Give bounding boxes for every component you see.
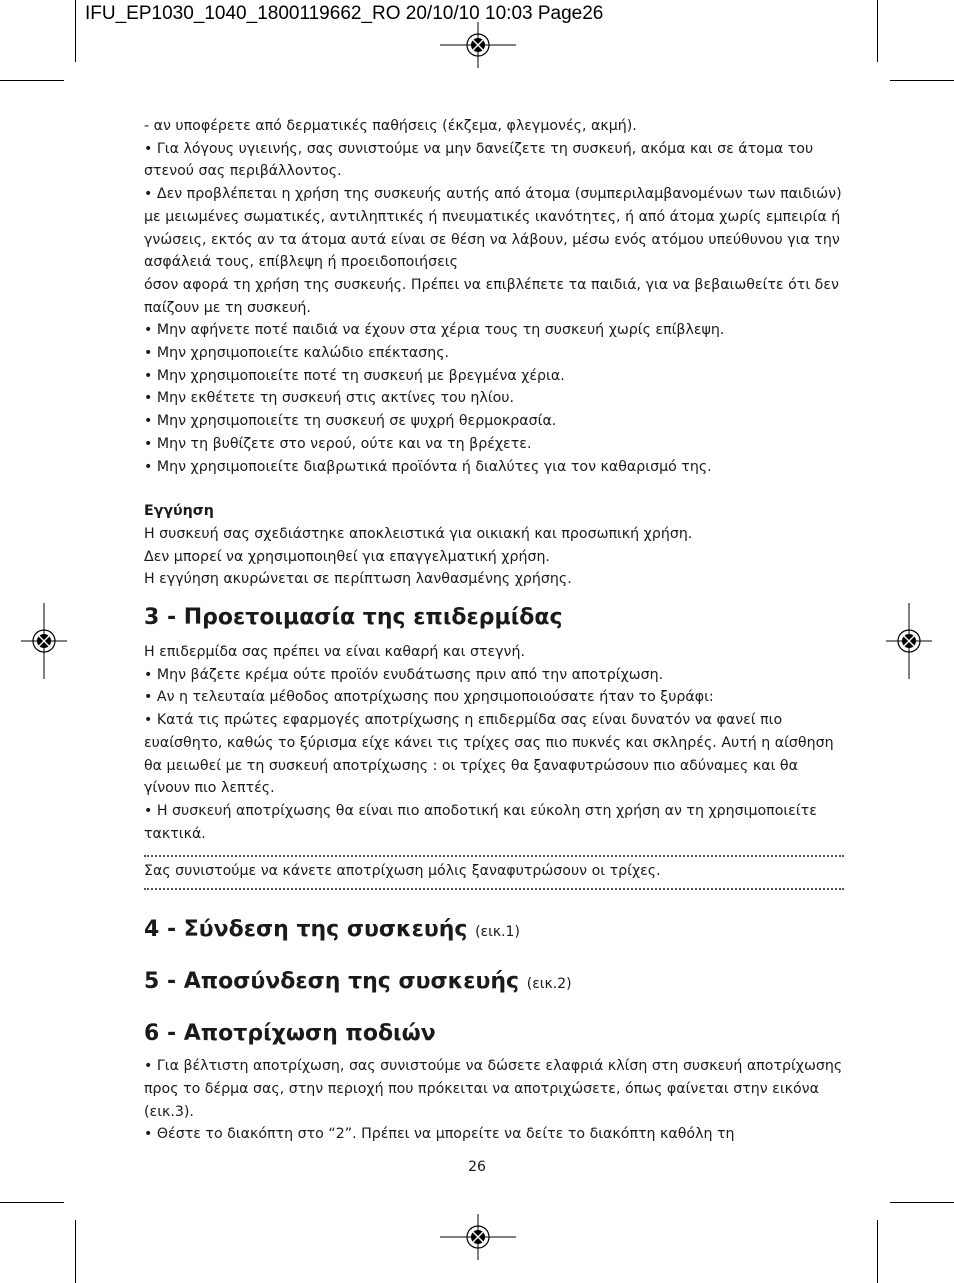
section-3-paragraph: • Αν η τελευταία μέθοδος αποτρίχωσης που χρησιμοποιούσατε ήταν το ξυράφι:	[144, 689, 714, 706]
tip-note-text: Σας συνιστούμε να κάνετε αποτρίχωση μόλις ξαναφυτρώσουν οι τρίχες.	[144, 863, 661, 880]
warranty-line: Η εγγύηση ακυρώνεται σε περίπτωση λανθασμένης χρήσης.	[144, 571, 572, 588]
safety-paragraph: • Μην χρησιμοποιείτε καλώδιο επέκτασης.	[144, 345, 450, 362]
crop-mark	[75, 0, 76, 62]
section-3-paragraph: • Μην βάζετε κρέμα ούτε προϊόν ενυδάτωσης πριν από την αποτρίχωση.	[144, 666, 664, 683]
crop-mark	[75, 1220, 76, 1283]
safety-paragraph: • Δεν προβλέπεται η χρήση της συσκευής αυτής από άτομα (συμπεριλαμβανομένων των παιδιών) με μειωμένες σωματικές, αντιληπτικές ή πνευματικές ικανότητες, ή από άτομα χωρίς εμπειρία ή γνώσεις, εκτός αν τα άτομα αυτά είναι σε θέση να λάβουν, μέσω ενός ατόμου υπεύθυνου για την ασφάλειά τους, επίβλεψη ή προειδοποιήσεις	[144, 186, 842, 271]
page-number: 26	[468, 1159, 486, 1175]
tip-note-box	[144, 855, 844, 890]
safety-paragraph: όσον αφορά τη χρήση της συσκευής. Πρέπει να επιβλέπετε τα παιδιά, για να βεβαιωθείτε ότι δεν παίζουν με τη συσκευή.	[144, 276, 839, 316]
section-5-title: 5 - Αποσύνδεση της συσκευής	[144, 969, 520, 995]
safety-paragraph: • Μην χρησιμοποιείτε τη συσκευή σε ψυχρή θερμοκρασία.	[144, 413, 557, 430]
section-5-figure-ref: (εικ.2)	[526, 976, 572, 993]
safety-paragraph: - αν υποφέρετε από δερματικές παθήσεις (έκζεμα, φλεγμονές, ακμή).	[144, 118, 637, 134]
safety-paragraph: • Μην τη βυθίζετε στο νερού, ούτε και να τη βρέχετε.	[144, 435, 532, 452]
section-5-heading	[144, 967, 844, 999]
registration-mark-bottom-icon	[440, 1214, 516, 1260]
printer-slug: IFU_EP1030_1040_1800119662_RO 20/10/10 10:03 Page26	[85, 3, 604, 24]
section-3-title: 3 - Προετοιμασία της επιδερμίδας	[144, 605, 563, 631]
section-6-paragraph: • Θέστε το διακόπτη στο “2”. Πρέπει να μπορείτε να δείτε το διακόπτη καθόλη τη	[144, 1126, 735, 1143]
crop-mark	[0, 80, 64, 81]
safety-paragraph: • Μην αφήνετε ποτέ παιδιά να έχουν στα χέρια τους τη συσκευή χωρίς επίβλεψη.	[144, 322, 725, 339]
section-3-paragraph: • Κατά τις πρώτες εφαρμογές αποτρίχωσης η επιδερμίδα σας είναι δυνατόν να φανεί πιο ευαίσθητο, καθώς το ξύρισμα είχε κάνει τις τρίχες σας πιο πυκνές και σκληρές. Αυτή η αίσθηση θα μειωθεί με τη συσκευή αποτρίχωσης : οι τρίχες θα ξαναφυτρώσουν πιο αδύναμες και θα γίνουν πιο λεπτές.	[144, 712, 834, 797]
section-6-title: 6 - Αποτρίχωση ποδιών	[144, 1021, 436, 1047]
warranty-title: Εγγύηση	[144, 503, 214, 520]
section-4-figure-ref: (εικ.1)	[475, 924, 520, 941]
warranty-line: Δεν μπορεί να χρησιμοποιηθεί για επαγγελματική χρήση.	[144, 548, 550, 565]
registration-mark-right-icon	[886, 603, 932, 679]
safety-paragraph: • Μην εκθέτετε τη συσκευή στις ακτίνες του ηλίου.	[144, 390, 515, 407]
crop-mark	[890, 80, 954, 81]
registration-mark-top-icon	[440, 22, 516, 68]
registration-mark-left-icon	[21, 603, 67, 679]
page-content	[144, 115, 844, 1146]
section-4-heading	[144, 915, 844, 947]
crop-mark	[890, 1202, 954, 1203]
safety-paragraph: • Για λόγους υγιεινής, σας συνιστούμε να μην δανείζετε τη συσκευή, ακόμα και σε άτομα του στενού σας περιβάλλοντος.	[144, 140, 814, 180]
warranty-line: Η συσκευή σας σχεδιάστηκε αποκλειστικά για οικιακή και προσωπική χρήση.	[144, 525, 693, 542]
crop-mark	[0, 1202, 64, 1203]
section-4-title: 4 - Σύνδεση της συσκευής	[144, 917, 468, 943]
section-3-paragraph: • Η συσκευή αποτρίχωσης θα είναι πιο αποδοτική και εύκολη στη χρήση αν τη χρησιμοποιείτε τακτικά.	[144, 802, 817, 842]
crop-mark	[877, 1220, 878, 1283]
safety-paragraph: • Μην χρησιμοποιείτε διαβρωτικά προϊόντα ή διαλύτες για τον καθαρισμό της.	[144, 458, 712, 475]
section-6-paragraph: • Για βέλτιστη αποτρίχωση, σας συνιστούμε να δώσετε ελαφριά κλίση στη συσκευή αποτρίχωσης προς το δέρμα σας, στην περιοχή που πρόκειται να αποτριχώσετε, όπως φαίνεται στην εικόνα (εικ.3).	[144, 1058, 843, 1120]
safety-paragraph: • Μην χρησιμοποιείτε ποτέ τη συσκευή με βρεγμένα χέρια.	[144, 367, 565, 384]
crop-mark	[877, 0, 878, 62]
section-3-paragraph: Η επιδερμίδα σας πρέπει να είναι καθαρή και στεγνή.	[144, 644, 525, 661]
